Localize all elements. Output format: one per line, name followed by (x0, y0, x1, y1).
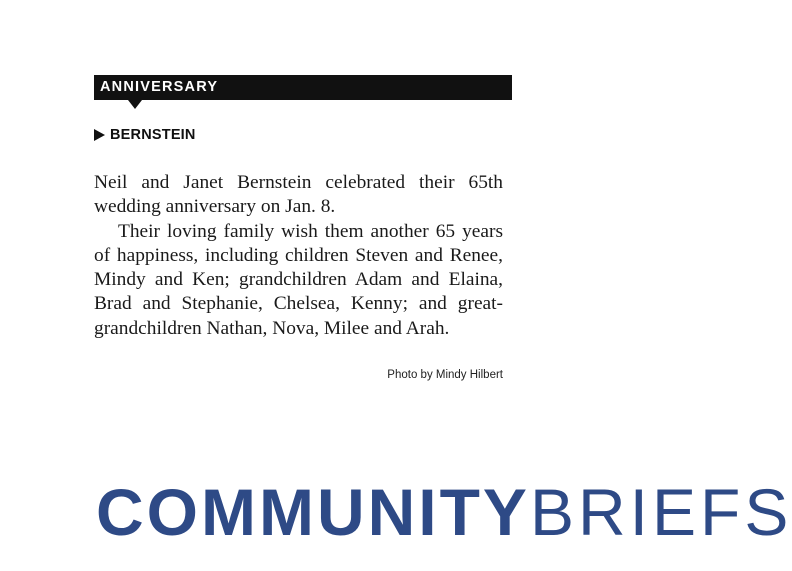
section-notch-icon (128, 100, 142, 109)
photo-credit: Photo by Mindy Hilbert (387, 369, 503, 381)
community-briefs-masthead (96, 472, 792, 552)
masthead-strong-text: COMMUNITY (96, 475, 530, 549)
section-header-bar (94, 75, 512, 100)
article-heading (94, 126, 196, 144)
article-body (94, 171, 503, 341)
article-paragraph: Their loving family wish them another 65 years of happiness, including children Steven and Renee, Mindy and Ken; grandchildren Adam and Elaina, Brad and Stephanie, Chelsea, Kenny; and great-grandchildren Nathan, Nova, Milee and Arah. (94, 220, 503, 339)
article-name: BERNSTEIN (110, 127, 196, 143)
triangle-arrow-icon (94, 129, 105, 141)
article-paragraph: Neil and Janet Bernstein celebrated their 65th wedding anniversary on Jan. 8. (94, 172, 503, 218)
section-label: ANNIVERSARY (100, 79, 219, 95)
masthead-light-text: BRIEFS (529, 475, 792, 549)
